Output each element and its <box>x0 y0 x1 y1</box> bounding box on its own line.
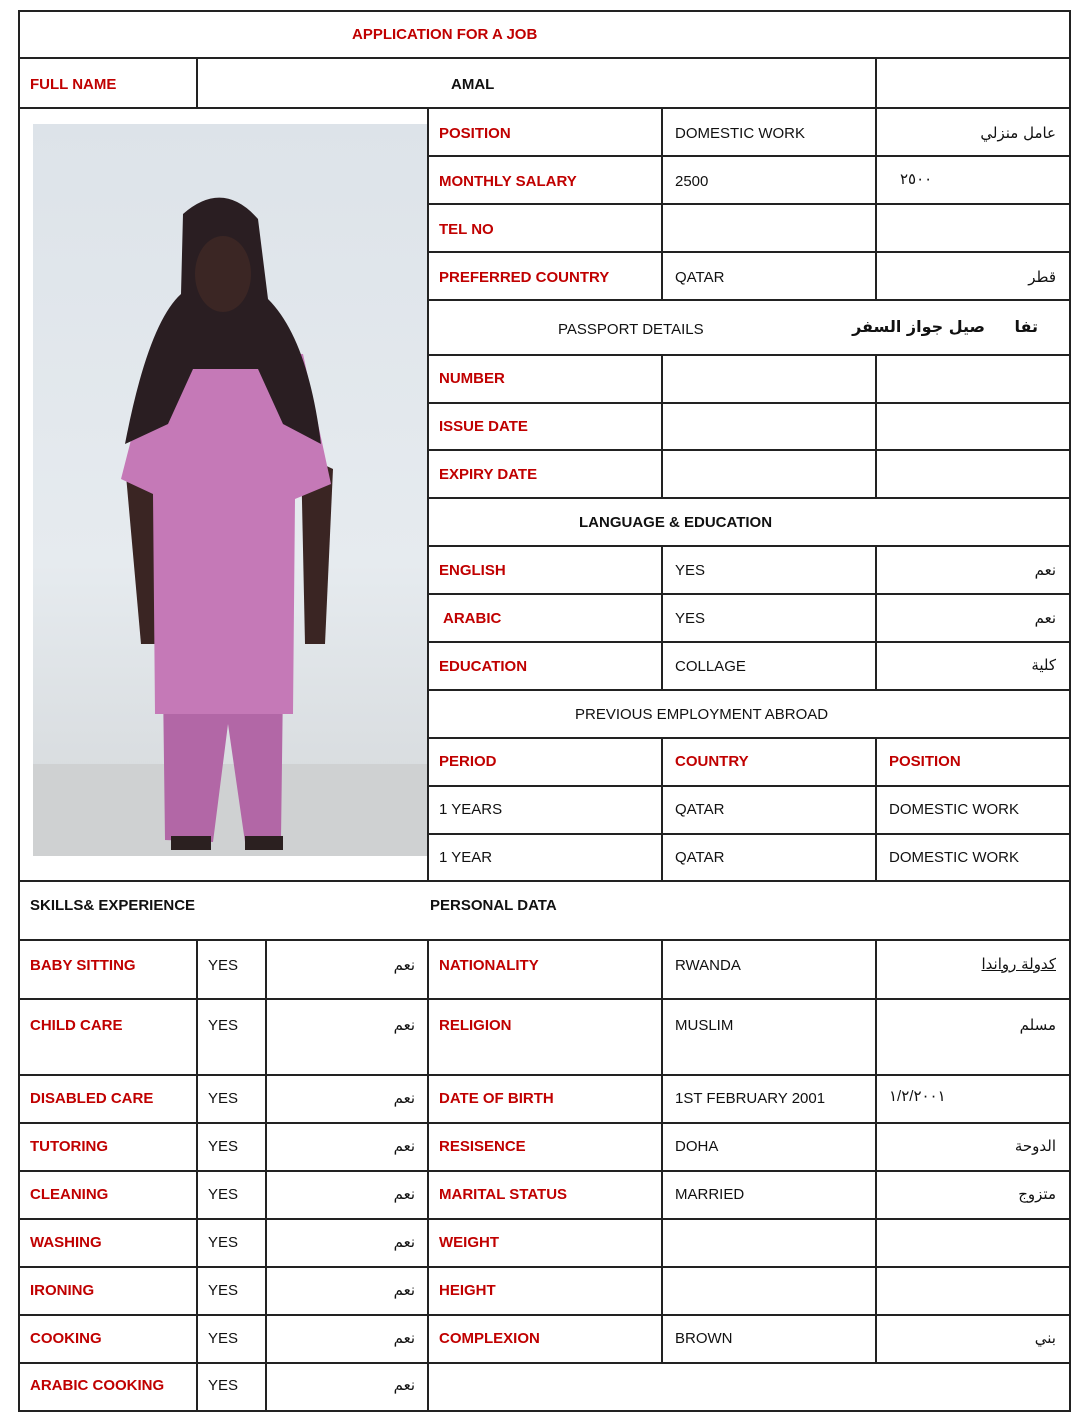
arabic-label: ARABIC <box>443 610 502 627</box>
employment-country: QATAR <box>675 849 725 866</box>
skill-value-ar: نعم <box>393 1281 415 1299</box>
complexion-value-ar: بني <box>1034 1329 1056 1347</box>
skill-label: WASHING <box>30 1234 102 1251</box>
skill-label: IRONING <box>30 1282 95 1299</box>
employment-position: DOMESTIC WORK <box>889 849 1019 866</box>
skill-label: BABY SITTING <box>30 957 136 974</box>
religion-value: MUSLIM <box>675 1017 734 1034</box>
passport-heading: PASSPORT DETAILS <box>558 321 704 338</box>
dob-value-ar: ١/٢/٢٠٠١ <box>889 1088 946 1105</box>
education-value-ar: كلية <box>1031 656 1056 674</box>
marital-status-value: MARRIED <box>675 1186 745 1203</box>
english-label: ENGLISH <box>439 562 506 579</box>
preferred-country-value-ar: قطر <box>1028 268 1056 286</box>
preferred-country-label: PREFERRED COUNTRY <box>439 269 610 286</box>
person-silhouette-icon <box>33 124 427 856</box>
country-column-header: COUNTRY <box>675 753 749 770</box>
language-heading: LANGUAGE & EDUCATION <box>579 514 773 531</box>
complexion-label: COMPLEXION <box>439 1330 540 1347</box>
marital-status-label: MARITAL STATUS <box>439 1186 568 1203</box>
skill-label: CHILD CARE <box>30 1017 123 1034</box>
dob-label: DATE OF BIRTH <box>439 1090 554 1107</box>
expiry-date-label: EXPIRY DATE <box>439 466 538 483</box>
applicant-photo <box>33 124 427 856</box>
issue-date-label: ISSUE DATE <box>439 418 528 435</box>
skill-label: TUTORING <box>30 1138 109 1155</box>
education-value: COLLAGE <box>675 658 746 675</box>
skill-value-ar: نعم <box>393 1329 415 1347</box>
residence-label: RESISENCE <box>439 1138 526 1155</box>
education-label: EDUCATION <box>439 658 528 675</box>
nationality-label: NATIONALITY <box>439 957 539 974</box>
residence-value-ar: الدوحة <box>1014 1137 1056 1155</box>
residence-value: DOHA <box>675 1138 719 1155</box>
period-column-header: PERIOD <box>439 753 497 770</box>
skill-value-ar: نعم <box>393 1089 415 1107</box>
skill-label: COOKING <box>30 1330 102 1347</box>
skill-value: YES <box>208 1282 239 1299</box>
dob-value: 1ST FEBRUARY 2001 <box>675 1090 826 1107</box>
tel-label: TEL NO <box>439 221 494 238</box>
skill-label: ARABIC COOKING <box>30 1377 165 1394</box>
position-value-ar: عامل منزلي <box>980 124 1056 142</box>
skill-label: DISABLED CARE <box>30 1090 154 1107</box>
page-title: APPLICATION FOR A JOB <box>352 26 538 43</box>
passport-heading-ar-2: تفا <box>1014 317 1038 336</box>
skill-label: CLEANING <box>30 1186 109 1203</box>
english-value-ar: نعم <box>1034 561 1056 579</box>
nationality-value: RWANDA <box>675 957 741 974</box>
weight-label: WEIGHT <box>439 1234 499 1251</box>
skill-value: YES <box>208 1186 239 1203</box>
position-value: DOMESTIC WORK <box>675 125 805 142</box>
skill-value: YES <box>208 1090 239 1107</box>
skill-value: YES <box>208 1138 239 1155</box>
salary-value: 2500 <box>675 173 709 190</box>
employment-country: QATAR <box>675 801 725 818</box>
passport-heading-ar: صيل جواز السفر <box>852 317 985 336</box>
religion-value-ar: مسلم <box>1019 1016 1056 1034</box>
height-label: HEIGHT <box>439 1282 496 1299</box>
arabic-value: YES <box>675 610 706 627</box>
skill-value: YES <box>208 1377 239 1394</box>
skill-value-ar: نعم <box>393 1185 415 1203</box>
skill-value: YES <box>208 957 239 974</box>
complexion-value: BROWN <box>675 1330 733 1347</box>
salary-value-ar: ٢٥٠٠ <box>900 170 933 188</box>
employment-period: 1 YEAR <box>439 849 493 866</box>
marital-status-value-ar: متزوج <box>1018 1185 1056 1203</box>
skills-heading: SKILLS& EXPERIENCE <box>30 897 196 914</box>
employment-heading: PREVIOUS EMPLOYMENT ABROAD <box>575 706 829 723</box>
nationality-value-ar: كدولة رواندا <box>981 955 1056 973</box>
skill-value-ar: نعم <box>393 1016 415 1034</box>
preferred-country-value: QATAR <box>675 269 725 286</box>
employment-period: 1 YEARS <box>439 801 503 818</box>
employment-position: DOMESTIC WORK <box>889 801 1019 818</box>
position-label: POSITION <box>439 125 511 142</box>
skill-value-ar: نعم <box>393 956 415 974</box>
religion-label: RELIGION <box>439 1017 512 1034</box>
skill-value-ar: نعم <box>393 1376 415 1394</box>
passport-number-label: NUMBER <box>439 370 505 387</box>
full-name-label: FULL NAME <box>30 76 117 93</box>
english-value: YES <box>675 562 706 579</box>
skill-value-ar: نعم <box>393 1233 415 1251</box>
arabic-value-ar: نعم <box>1034 609 1056 627</box>
position-column-header: POSITION <box>889 753 961 770</box>
skill-value: YES <box>208 1330 239 1347</box>
salary-label: MONTHLY SALARY <box>439 173 577 190</box>
personal-heading: PERSONAL DATA <box>430 897 557 914</box>
skill-value-ar: نعم <box>393 1137 415 1155</box>
skill-value: YES <box>208 1234 239 1251</box>
skill-value: YES <box>208 1017 239 1034</box>
full-name-value: AMAL <box>451 76 495 93</box>
